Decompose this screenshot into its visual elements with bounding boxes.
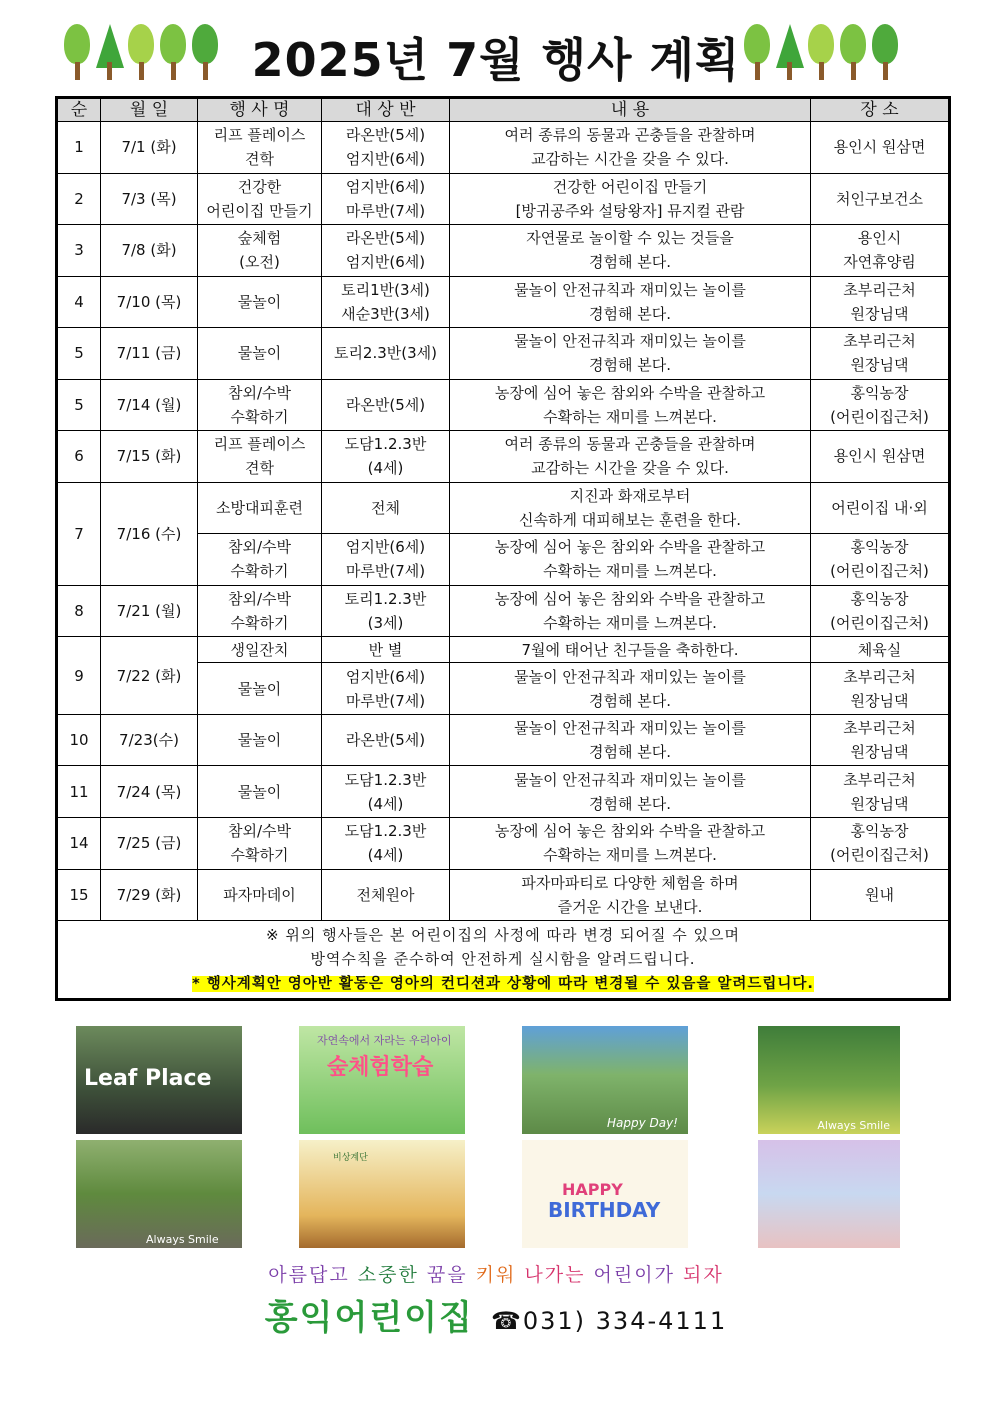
row-place: 홍익농장 (어린이집근처): [811, 585, 950, 637]
fire-evacuation-illustration: [299, 1140, 465, 1248]
row-event: 숲체험 (오전): [198, 225, 322, 277]
row-place: 초부리근처 원장님댁: [811, 766, 950, 818]
row-target: 전체원아: [322, 869, 450, 921]
row-date: 7/8 (화): [101, 225, 198, 277]
row-date: 7/15 (화): [101, 431, 198, 483]
row-event: 리프 플레이스 견학: [198, 122, 322, 174]
page-title: 2025년 7월 행사 계획: [251, 33, 741, 87]
row-no: 7: [57, 482, 101, 585]
row-target: 엄지반(6세) 마루반(7세): [322, 663, 450, 715]
row-content: 7월에 태어난 친구들을 축하한다.: [450, 637, 811, 663]
row-event: 물놀이: [198, 663, 322, 715]
header-no: 순: [57, 98, 101, 122]
row-target: 엄지반(6세) 마루반(7세): [322, 534, 450, 586]
photo-watermark: Always Smile: [146, 1233, 219, 1246]
row-place: 체육실: [811, 637, 950, 663]
leaf-place-sign: Leaf Place: [84, 1066, 212, 1091]
row-place: 용인시 원삼면: [811, 431, 950, 483]
row-content: 물놀이 안전규칙과 재미있는 놀이를 경험해 본다.: [450, 766, 811, 818]
header-place: 장 소: [811, 98, 950, 122]
row-content: 농장에 심어 놓은 참외와 수박을 관찰하고 수확하는 재미를 느껴본다.: [450, 379, 811, 431]
table-row: [57, 328, 950, 380]
row-target: 엄지반(6세) 마루반(7세): [322, 173, 450, 225]
row-content: 여러 종류의 동물과 곤충들을 관찰하며 교감하는 시간을 갖을 수 있다.: [450, 431, 811, 483]
slogan-word: 소중한: [357, 1264, 419, 1286]
row-target: 반 별: [322, 637, 450, 663]
table-row: [57, 817, 950, 869]
row-no: 11: [57, 766, 101, 818]
notice-line-1: ※ 위의 행사들은 본 어린이집의 사정에 따라 변경 되어질 수 있으며: [266, 926, 740, 944]
row-no: 8: [57, 585, 101, 637]
row-target: 도담1.2.3반 (4세): [322, 817, 450, 869]
row-content: 파자마파티로 다양한 체험을 하며 즐거운 시간을 보낸다.: [450, 869, 811, 921]
row-target: 토리1.2.3반 (3세): [322, 585, 450, 637]
row-no: 14: [57, 817, 101, 869]
row-event: 생일잔치: [198, 637, 322, 663]
tree-icon: [840, 24, 866, 80]
row-content: 물놀이 안전규칙과 재미있는 놀이를 경험해 본다.: [450, 663, 811, 715]
row-event: 파자마데이: [198, 869, 322, 921]
table-header-row: [57, 98, 950, 122]
row-no: 10: [57, 714, 101, 766]
tree-decoration-right: [744, 24, 898, 80]
row-date: 7/23(수): [101, 714, 198, 766]
row-content: 물놀이 안전규칙과 재미있는 놀이를 경험해 본다.: [450, 714, 811, 766]
row-target: 라온반(5세): [322, 379, 450, 431]
photo-watermark: Always Smile: [817, 1119, 890, 1132]
row-event: 참외/수박 수확하기: [198, 379, 322, 431]
header-event: 행 사 명: [198, 98, 322, 122]
row-date: 7/10 (목): [101, 276, 198, 328]
row-target: 라온반(5세) 엄지반(6세): [322, 225, 450, 277]
row-event: 리프 플레이스 견학: [198, 431, 322, 483]
row-no: 3: [57, 225, 101, 277]
row-target: 라온반(5세) 엄지반(6세): [322, 122, 450, 174]
phone-text: 031) 334-4111: [522, 1307, 728, 1335]
row-event: 물놀이: [198, 714, 322, 766]
forest-poster-title: 숲체험학습: [327, 1055, 434, 1080]
table-row: [57, 482, 950, 534]
table-row: [57, 225, 950, 277]
phone-number: [491, 1307, 727, 1335]
row-content: 농장에 심어 놓은 참외와 수박을 관찰하고 수확하는 재미를 느껴본다.: [450, 585, 811, 637]
row-date: 7/14 (월): [101, 379, 198, 431]
melon-harvest-photo: [758, 1026, 900, 1134]
row-content: 농장에 심어 놓은 참외와 수박을 관찰하고 수확하는 재미를 느껴본다.: [450, 534, 811, 586]
row-date: 7/29 (화): [101, 869, 198, 921]
row-event: 건강한 어린이집 만들기: [198, 173, 322, 225]
happy-day-caption: Happy Day!: [606, 1116, 678, 1130]
row-place: 홍익농장 (어린이집근처): [811, 817, 950, 869]
row-date: 7/21 (월): [101, 585, 198, 637]
row-place: 초부리근처 원장님댁: [811, 328, 950, 380]
row-content: 농장에 심어 놓은 참외와 수박을 관찰하고 수확하는 재미를 느껴본다.: [450, 817, 811, 869]
row-event: 참외/수박 수확하기: [198, 585, 322, 637]
tree-icon: [872, 24, 898, 80]
page-header: [0, 18, 992, 88]
row-target: 도담1.2.3반 (4세): [322, 766, 450, 818]
slogan-word: 나가는: [524, 1264, 586, 1286]
row-no: 2: [57, 173, 101, 225]
row-event: 물놀이: [198, 328, 322, 380]
row-event: 참외/수박 수확하기: [198, 534, 322, 586]
row-place: 초부리근처 원장님댁: [811, 276, 950, 328]
highlight-note: * 행사계획안 영아반 활동은 영아의 컨디션과 상황에 따라 변경될 수 있음을 알려드립니다.: [192, 976, 814, 992]
row-target: 토리2.3반(3세): [322, 328, 450, 380]
row-place: 어린이집 내·외: [811, 482, 950, 534]
happy-text: HAPPY: [562, 1180, 623, 1199]
row-event: 물놀이: [198, 766, 322, 818]
leaf-place-photo: [76, 1026, 242, 1134]
row-content: 건강한 어린이집 만들기 [방귀공주와 설탕왕자] 뮤지컬 관람: [450, 173, 811, 225]
table-row: [57, 173, 950, 225]
birthday-text: BIRTHDAY: [548, 1198, 661, 1222]
notice-row: [57, 921, 950, 1000]
telephone-icon: ☎: [490, 1307, 523, 1335]
slogan-word: 되자: [682, 1264, 724, 1286]
tree-icon: [808, 24, 834, 80]
row-event: 물놀이: [198, 276, 322, 328]
row-content: 여러 종류의 동물과 곤충들을 관찰하며 교감하는 시간을 갖을 수 있다.: [450, 122, 811, 174]
table-row: [57, 122, 950, 174]
row-no: 5: [57, 328, 101, 380]
table-row: [57, 585, 950, 637]
row-place: 용인시 자연휴양림: [811, 225, 950, 277]
row-no: 1: [57, 122, 101, 174]
forest-poster-subtitle: 자연속에서 자라는 우리아이: [317, 1034, 452, 1047]
row-date: 7/25 (금): [101, 817, 198, 869]
row-date: 7/24 (목): [101, 766, 198, 818]
pine-tree-icon: [776, 24, 802, 80]
row-place: 홍익농장 (어린이집근처): [811, 534, 950, 586]
row-date: 7/22 (화): [101, 637, 198, 715]
table-row: [57, 714, 950, 766]
row-target: 라온반(5세): [322, 714, 450, 766]
slogan-word: 키워: [475, 1264, 517, 1286]
table-row: [57, 431, 950, 483]
row-target: 전체: [322, 482, 450, 534]
tree-icon: [744, 24, 770, 80]
table-row: [57, 379, 950, 431]
slogan: [0, 1260, 992, 1287]
slogan-word: 꿈을: [426, 1264, 468, 1286]
row-no: 9: [57, 637, 101, 715]
row-target: 도담1.2.3반 (4세): [322, 431, 450, 483]
row-place: 처인구보건소: [811, 173, 950, 225]
row-no: 4: [57, 276, 101, 328]
farm-harvest-photo: [76, 1140, 242, 1248]
forest-experience-poster: [299, 1026, 465, 1134]
table-row: [57, 766, 950, 818]
row-no: 15: [57, 869, 101, 921]
school-name: 홍익어린이집: [264, 1298, 474, 1338]
row-place: 초부리근처 원장님댁: [811, 714, 950, 766]
row-no: 6: [57, 431, 101, 483]
table-row: [57, 869, 950, 921]
birthday-illustration: [522, 1140, 688, 1248]
slogan-word: 어린이가: [593, 1264, 675, 1286]
row-date: 7/3 (목): [101, 173, 198, 225]
row-content: 물놀이 안전규칙과 재미있는 놀이를 경험해 본다.: [450, 328, 811, 380]
footer: [0, 1290, 992, 1339]
table-row: [57, 637, 950, 663]
pajama-day-collage: [758, 1140, 900, 1248]
notice-line-2: 방역수칙을 준수하여 안전하게 실시함을 알려드립니다.: [310, 950, 696, 968]
row-date: 7/11 (금): [101, 328, 198, 380]
row-content: 물놀이 안전규칙과 재미있는 놀이를 경험해 본다.: [450, 276, 811, 328]
row-place: 원내: [811, 869, 950, 921]
row-date: 7/16 (수): [101, 482, 198, 585]
row-date: 7/1 (화): [101, 122, 198, 174]
group-outing-photo: [522, 1026, 688, 1134]
row-content: 자연물로 놀이할 수 있는 것들을 경험해 본다.: [450, 225, 811, 277]
row-place: 용인시 원삼면: [811, 122, 950, 174]
row-content: 지진과 화재로부터 신속하게 대피해보는 훈련을 한다.: [450, 482, 811, 534]
row-place: 홍익농장 (어린이집근처): [811, 379, 950, 431]
evacuation-sign: 비상계단: [333, 1153, 368, 1163]
header-content: 내 용: [450, 98, 811, 122]
header-target: 대 상 반: [322, 98, 450, 122]
row-place: 초부리근처 원장님댁: [811, 663, 950, 715]
row-event: 참외/수박 수확하기: [198, 817, 322, 869]
photo-gallery: [76, 1026, 900, 1250]
slogan-word: 아름답고: [268, 1264, 350, 1286]
table-row: [57, 276, 950, 328]
row-event: 소방대피훈련: [198, 482, 322, 534]
row-target: 토리1반(3세) 새순3반(3세): [322, 276, 450, 328]
header-date: 월 일: [101, 98, 198, 122]
row-no: 5: [57, 379, 101, 431]
event-plan-table: [55, 96, 951, 1001]
